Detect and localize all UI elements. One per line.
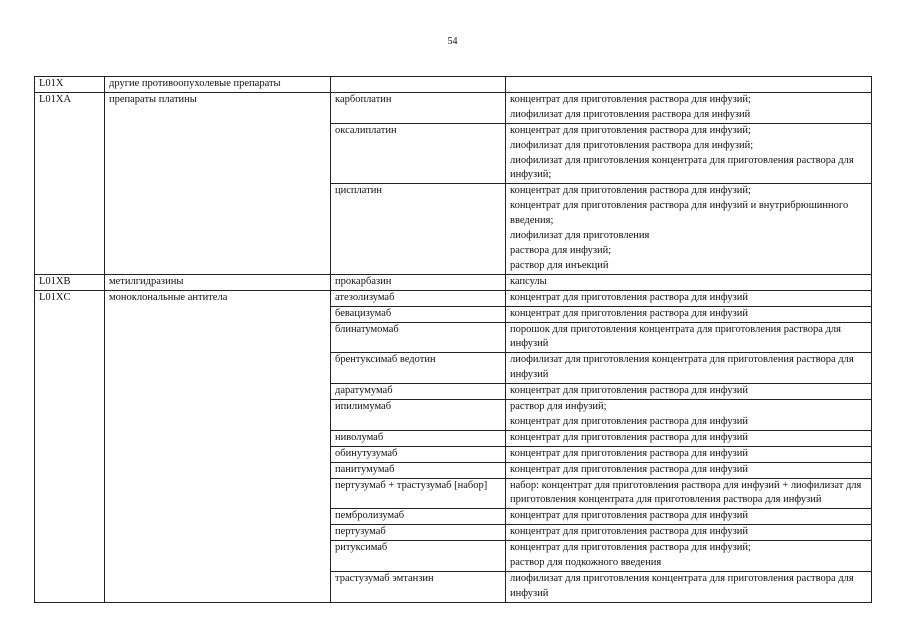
drug-name-cell [331,572,506,603]
dosage-form-cell [506,384,872,400]
dosage-form-cell [506,400,872,431]
dosage-form-line: лиофилизат для приготовления [510,230,650,242]
dosage-form-line: концентрат для приготовления раствора для инфузий [510,415,748,427]
dosage-form-cell [506,541,872,572]
dosage-form-line: лиофилизат для приготовления раствора для инфузий [510,108,751,120]
drug-name-cell [331,184,506,274]
dosage-form-line: концентрат для приготовления раствора для инфузий [510,307,748,319]
group-name-cell: препараты платины [105,92,331,274]
drug-name: ипилимумаб [335,401,392,413]
dosage-form-line: раствор для инфузий; [510,401,607,413]
dosage-form-line: концентрат для приготовления раствора для инфузий; [510,542,751,554]
dosage-form-line: концентрат для приготовления раствора для инфузий [510,431,748,443]
dosage-form-line: концентрат для приготовления раствора для инфузий; [510,124,751,136]
dosage-form-cell [506,92,872,123]
drug-name: бевацизумаб [335,307,392,319]
drug-name-cell [331,353,506,384]
drug-name: обинутузумаб [335,447,398,459]
dosage-form-line: раствор для инъекций [510,259,609,271]
drug-name-cell [331,400,506,431]
drug-name-cell [331,430,506,446]
drug-name: оксалиплатин [335,124,397,136]
atc-code-cell: L01XC [35,290,105,602]
dosage-form-line: порошок для приготовления концентрата для приготовления раствора для инфузий [510,323,841,350]
drug-name-cell [331,462,506,478]
drug-name: ниволумаб [335,431,384,443]
dosage-form-cell [506,77,872,93]
dosage-form-line: лиофилизат для приготовления концентрата для приготовления раствора для инфузий [510,573,854,599]
drug-name: прокарбазин [335,275,392,287]
dosage-form-line: лиофилизат для приготовления раствора для инфузий; [510,139,754,151]
dosage-form-line: концентрат для приготовления раствора для инфузий; [510,93,751,105]
table-row [35,290,872,306]
dosage-form-line: раствора для инфузий; [510,244,612,256]
drug-name: атезолизумаб [335,291,395,303]
drug-name-cell [331,77,506,93]
drug-name: трастузумаб эмтанзин [335,573,434,584]
dosage-form-cell [506,306,872,322]
atc-code-cell: L01XB [35,274,105,290]
drug-name-cell [331,478,506,509]
drug-name-cell [331,525,506,541]
dosage-form-line: набор: концентрат для приготовления раствора для инфузий + лиофилизат для приготовления концентрата для приготовления раствора для инфузий [510,479,862,506]
table-row [35,77,872,93]
dosage-form-cell [506,322,872,353]
drug-name-cell [331,306,506,322]
dosage-form-cell [506,353,872,384]
dosage-form-line: концентрат для приготовления раствора для инфузий и внутрибрюшинного введения; [510,200,849,227]
table-row [35,92,872,123]
dosage-form-line: концентрат для приготовления раствора для инфузий [510,447,748,459]
drug-name-cell [331,446,506,462]
dosage-form-line: капсулы [510,275,547,287]
dosage-form-cell [506,509,872,525]
drug-name-cell [331,290,506,306]
drug-name: цисплатин [335,185,382,197]
drug-name: пертузумаб [335,526,386,538]
drug-classification-table [34,76,872,603]
dosage-form-line: лиофилизат для приготовления концентрата для приготовления раствора для инфузий [510,354,854,381]
group-name-cell: метилгидразины [105,274,331,290]
dosage-form-line: концентрат для приготовления раствора для инфузий [510,510,748,522]
drug-name: ритуксимаб [335,542,388,554]
dosage-form-cell [506,525,872,541]
group-name-cell: моноклональные антитела [105,290,331,602]
dosage-form-cell [506,290,872,306]
dosage-form-cell [506,123,872,184]
dosage-form-line: концентрат для приготовления раствора для инфузий [510,291,748,303]
dosage-form-line: концентрат для приготовления раствора для инфузий [510,526,748,538]
dosage-form-line: раствор для подкожного введения [510,557,662,569]
dosage-form-cell [506,184,872,274]
drug-name-cell [331,274,506,290]
drug-name: карбоплатин [335,93,392,105]
dosage-form-cell [506,572,872,603]
drug-name-cell [331,509,506,525]
dosage-form-line: концентрат для приготовления раствора для инфузий; [510,185,751,197]
drug-name-cell [331,384,506,400]
atc-code-cell: L01X [35,77,105,93]
drug-name: блинатумомаб [335,323,399,335]
drug-name: панитумумаб [335,463,395,475]
drug-name: пембролизумаб [335,510,405,522]
drug-name-cell [331,541,506,572]
dosage-form-cell [506,478,872,509]
atc-code-cell: L01XA [35,92,105,274]
drug-name: брентуксимаб ведотин [335,354,436,366]
drug-name: даратумумаб [335,385,393,397]
dosage-form-cell [506,462,872,478]
dosage-form-line: концентрат для приготовления раствора для инфузий [510,463,748,475]
drug-name: пертузумаб + трастузумаб [набор] [335,479,488,491]
dosage-form-cell [506,274,872,290]
dosage-form-line: концентрат для приготовления раствора для инфузий [510,385,748,397]
group-name-cell: другие противоопухолевые препараты [105,77,331,93]
table-row [35,274,872,290]
drug-name-cell [331,123,506,184]
dosage-form-cell [506,446,872,462]
drug-name-cell [331,92,506,123]
page-number: 54 [447,36,458,47]
drug-name-cell [331,322,506,353]
dosage-form-line: лиофилизат для приготовления концентрата для приготовления раствора для инфузий; [510,154,854,181]
dosage-form-cell [506,430,872,446]
